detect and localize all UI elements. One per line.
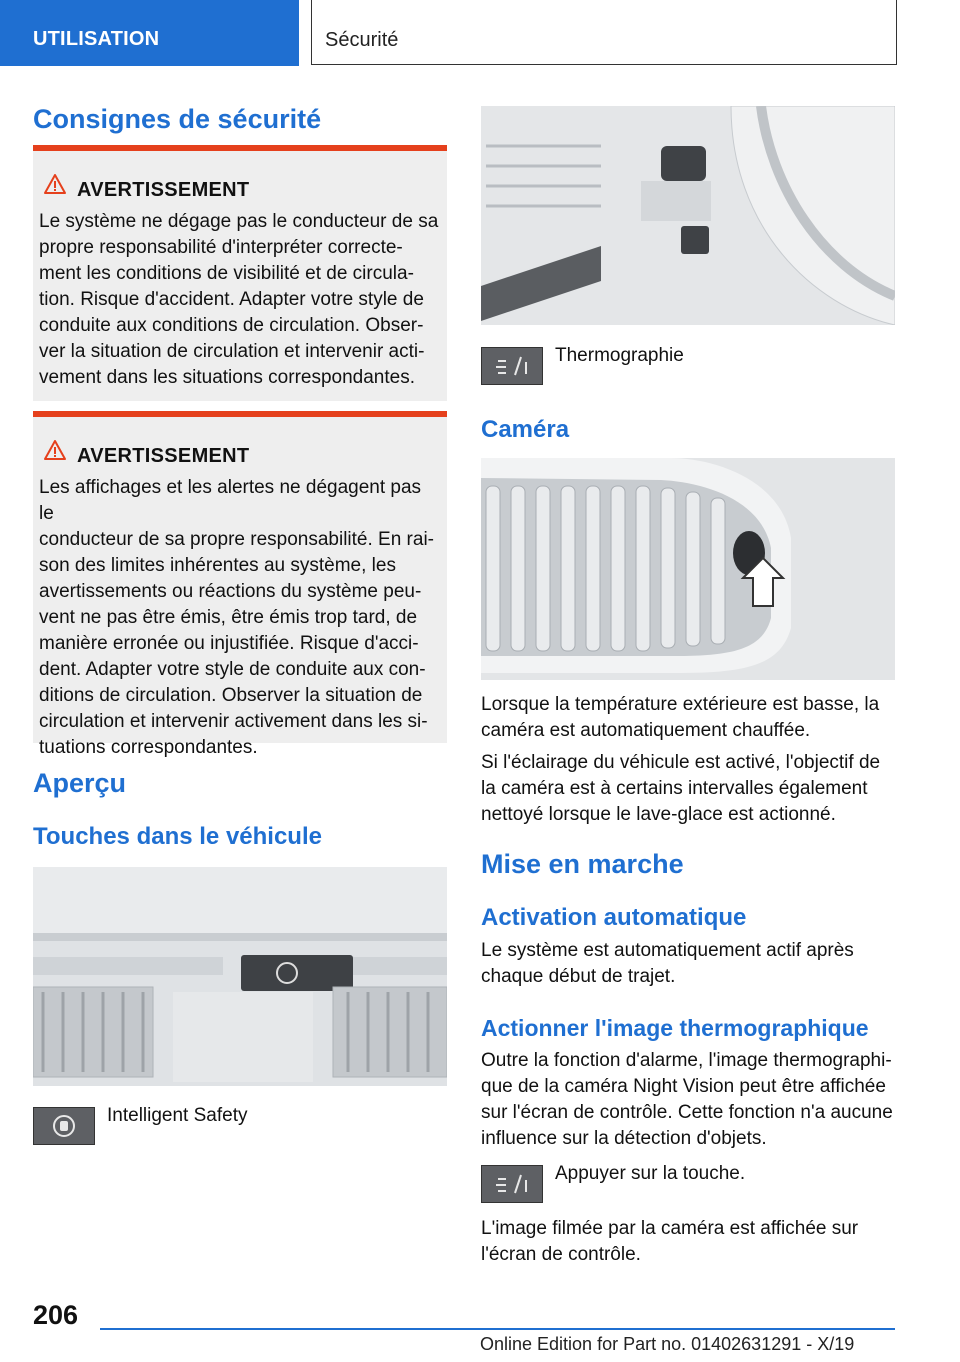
footer-rule bbox=[100, 1328, 895, 1330]
steering-area-photo bbox=[481, 106, 895, 325]
thermo-paragraph: Outre la fonction d'alarme, l'image thermographi- que de la caméra Night Vision peut être affichée sur l'écran de contrôle. Cette fonction n'a aucune influence sur la détection d'objets. bbox=[481, 1050, 893, 1149]
title-safety: Consignes de sécurité bbox=[33, 104, 322, 134]
camera-paragraph-2: Si l'éclairage du véhicule est activé, l'objectif de la caméra est à certains intervalles également nettoyé lorsque le lave-glace est actionné. bbox=[481, 752, 881, 825]
result-paragraph: L'image filmée par la caméra est affichée sur l'écran de contrôle. bbox=[481, 1218, 859, 1265]
footer-edition: Online Edition for Part no. 01402631291 - X/19 bbox=[480, 1334, 855, 1354]
caption-thermography: Thermographie bbox=[555, 345, 684, 366]
steering-illustration bbox=[481, 106, 895, 325]
title-overview: Aperçu bbox=[33, 768, 127, 798]
intelligent-safety-button-icon bbox=[33, 1107, 95, 1145]
header-section: UTILISATION bbox=[33, 28, 160, 50]
warning-triangle-icon bbox=[43, 439, 67, 461]
dashboard-button-photo bbox=[33, 867, 447, 1086]
camera-paragraph-1: Lorsque la température extérieure est basse, la caméra est automatiquement chauffée. bbox=[481, 694, 880, 741]
header-chapter-box bbox=[311, 0, 897, 65]
dashboard-illustration bbox=[33, 867, 447, 1086]
warning-text-2: Les affichages et les alertes ne dégagent pas le conducteur de sa propre responsabilité. En rai- son des limites inhérentes au système, les avertissements ou réactions du système peu- vent ne pas être émis, être émis trop tard, de manière erronée ou injustifiée. Risque d'acci- dent. Adapter votre style de conduite aux con- ditions de circulation. Observer la situation de circulation et intervenir activement dans les si- tuations correspondantes. bbox=[39, 477, 435, 758]
thermography-button-icon bbox=[481, 347, 543, 385]
caption-intelligent-safety: Intelligent Safety bbox=[107, 1105, 248, 1126]
auto-paragraph: Le système est automatiquement actif après chaque début de trajet. bbox=[481, 940, 854, 987]
warning-box-2 bbox=[33, 411, 447, 758]
warning-label-2: AVERTISSEMENT bbox=[77, 445, 250, 467]
warning-triangle-icon bbox=[43, 173, 67, 195]
header-section-tab bbox=[0, 0, 299, 66]
thermography-button-icon bbox=[481, 1165, 543, 1203]
grille-camera-photo bbox=[481, 458, 895, 680]
grille-illustration bbox=[481, 458, 895, 680]
warning-label-1: AVERTISSEMENT bbox=[77, 179, 250, 201]
title-auto-activation: Activation automatique bbox=[481, 904, 747, 931]
title-start: Mise en marche bbox=[481, 849, 684, 879]
header-chapter: Sécurité bbox=[325, 29, 399, 51]
page-number: 206 bbox=[33, 1300, 79, 1330]
title-thermography-image: Actionner l'image thermographique bbox=[481, 1015, 869, 1041]
warning-box-1 bbox=[33, 145, 447, 401]
title-buttons-in-vehicle: Touches dans le véhicule bbox=[33, 823, 322, 850]
caption-press-button: Appuyer sur la touche. bbox=[555, 1163, 746, 1184]
warning-text-1: Le système ne dégage pas le conducteur de sa propre responsabilité d'interpréter correcte- ment les conditions de visibilité et de circula- tion. Risque d'accident. Adapter votre style de conduite aux conditions de circulation. Obser- ver la situation de circulation et intervenir acti- vement dans les situations correspondantes. bbox=[39, 211, 439, 388]
title-camera: Caméra bbox=[481, 416, 570, 443]
